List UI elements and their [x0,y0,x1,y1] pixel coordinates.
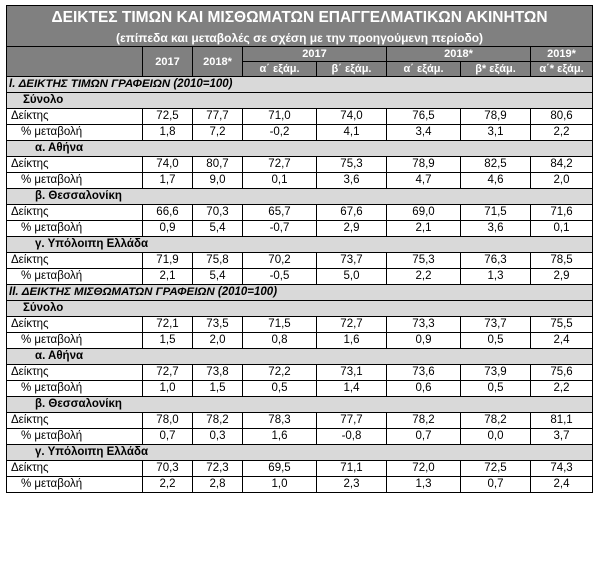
value-cell: 9,0 [193,173,243,189]
value-cell: 2,2 [143,477,193,493]
value-cell: 73,7 [461,317,531,333]
value-cell: 74,0 [143,157,193,173]
header-2018-h2: β* εξάμ. [461,62,531,77]
row-label: % μεταβολή [7,173,143,189]
value-cell: 73,8 [193,365,243,381]
value-cell: 1,8 [143,125,193,141]
index-row [7,317,593,333]
value-cell: 65,7 [243,205,317,221]
value-cell: 3,6 [317,173,387,189]
table-subtitle: (επίπεδα και μεταβολές σε σχέση με την προηγούμενη περίοδο) [7,30,593,47]
value-cell: 4,1 [317,125,387,141]
value-cell: 3,6 [461,221,531,237]
group-header-row [7,445,593,461]
row-label: % μεταβολή [7,221,143,237]
value-cell: 74,0 [317,109,387,125]
value-cell: 76,3 [461,253,531,269]
value-cell: 0,9 [387,333,461,349]
group-title: Σύνολο [7,93,593,109]
value-cell: 2,2 [387,269,461,285]
value-cell: 80,6 [531,109,593,125]
header-year-2017: 2017 [143,47,193,77]
value-cell: 80,7 [193,157,243,173]
table-subtitle-row [7,30,593,47]
value-cell: 84,2 [531,157,593,173]
value-cell: 72,7 [243,157,317,173]
index-row [7,461,593,477]
group-title: α. Αθήνα [7,141,593,157]
row-label: Δείκτης [7,253,143,269]
value-cell: 5,0 [317,269,387,285]
value-cell: 75,3 [387,253,461,269]
header-2017-h2: β΄ εξάμ. [317,62,387,77]
value-cell: 2,9 [317,221,387,237]
value-cell: 72,5 [461,461,531,477]
group-header-row [7,397,593,413]
value-cell: 1,6 [243,429,317,445]
value-cell: 71,9 [143,253,193,269]
index-row [7,365,593,381]
value-cell: 72,3 [193,461,243,477]
value-cell: 0,3 [193,429,243,445]
value-cell: 0,7 [387,429,461,445]
value-cell: -0,5 [243,269,317,285]
value-cell: 78,2 [387,413,461,429]
value-cell: 2,1 [143,269,193,285]
value-cell: 73,7 [317,253,387,269]
row-label: % μεταβολή [7,477,143,493]
value-cell: 0,7 [461,477,531,493]
value-cell: 5,4 [193,269,243,285]
value-cell: 75,6 [531,365,593,381]
value-cell: 1,0 [243,477,317,493]
change-row [7,269,593,285]
header-year-2018: 2018* [193,47,243,77]
value-cell: 78,9 [387,157,461,173]
value-cell: -0,7 [243,221,317,237]
value-cell: -0,8 [317,429,387,445]
value-cell: 1,5 [143,333,193,349]
section-title: I. ΔΕΙΚΤΗΣ ΤΙΜΩΝ ΓΡΑΦΕΙΩΝ (2010=100) [7,77,593,93]
row-label: Δείκτης [7,205,143,221]
value-cell: 71,5 [243,317,317,333]
group-title: γ. Υπόλοιπη Ελλάδα [7,445,593,461]
value-cell: 69,0 [387,205,461,221]
header-blank-cell [7,47,143,77]
table-title-row [7,6,593,31]
index-row [7,413,593,429]
group-header-row [7,141,593,157]
header-group-2017: 2017 [243,47,387,62]
change-row [7,173,593,189]
value-cell: 72,1 [143,317,193,333]
change-row [7,333,593,349]
header-row-years [7,47,593,62]
value-cell: 3,7 [531,429,593,445]
value-cell: 1,4 [317,381,387,397]
group-header-row [7,237,593,253]
row-label: Δείκτης [7,109,143,125]
value-cell: 81,1 [531,413,593,429]
table-title: ΔΕΙΚΤΕΣ ΤΙΜΩΝ ΚΑΙ ΜΙΣΘΩΜΑΤΩΝ ΕΠΑΓΓΕΛΜΑΤΙΚΩΝ ΑΚΙΝΗΤΩΝ [7,6,593,31]
value-cell: 71,5 [461,205,531,221]
section-header-row [7,77,593,93]
value-cell: 5,4 [193,221,243,237]
value-cell: 3,4 [387,125,461,141]
row-label: % μεταβολή [7,333,143,349]
value-cell: 0,7 [143,429,193,445]
value-cell: 70,3 [143,461,193,477]
value-cell: 74,3 [531,461,593,477]
value-cell: 69,5 [243,461,317,477]
row-label: % μεταβολή [7,429,143,445]
value-cell: 82,5 [461,157,531,173]
header-group-2018: 2018* [387,47,531,62]
value-cell: 0,1 [243,173,317,189]
value-cell: 2,2 [531,125,593,141]
header-group-2019: 2019* [531,47,593,62]
value-cell: 78,9 [461,109,531,125]
value-cell: 73,9 [461,365,531,381]
value-cell: 72,2 [243,365,317,381]
value-cell: 70,3 [193,205,243,221]
price-rent-index-table-container [6,5,592,493]
value-cell: 73,1 [317,365,387,381]
value-cell: 77,7 [317,413,387,429]
value-cell: 67,6 [317,205,387,221]
header-2019-h1: α΄* εξάμ. [531,62,593,77]
row-label: Δείκτης [7,413,143,429]
value-cell: 2,2 [531,381,593,397]
section-title: II. ΔΕΙΚΤΗΣ ΜΙΣΘΩΜΑΤΩΝ ΓΡΑΦΕΙΩΝ (2010=100) [7,285,593,301]
value-cell: 4,7 [387,173,461,189]
value-cell: 71,1 [317,461,387,477]
change-row [7,125,593,141]
row-label: Δείκτης [7,157,143,173]
value-cell: 1,6 [317,333,387,349]
value-cell: 70,2 [243,253,317,269]
value-cell: 1,5 [193,381,243,397]
header-2017-h1: α΄ εξάμ. [243,62,317,77]
value-cell: 0,1 [531,221,593,237]
value-cell: 2,1 [387,221,461,237]
value-cell: -0,2 [243,125,317,141]
value-cell: 0,5 [461,381,531,397]
value-cell: 66,6 [143,205,193,221]
value-cell: 72,7 [317,317,387,333]
value-cell: 2,0 [531,173,593,189]
header-2018-h1: α΄ εξάμ. [387,62,461,77]
group-header-row [7,301,593,317]
value-cell: 0,8 [243,333,317,349]
value-cell: 2,9 [531,269,593,285]
value-cell: 4,6 [461,173,531,189]
group-header-row [7,93,593,109]
value-cell: 78,2 [461,413,531,429]
index-row [7,109,593,125]
group-header-row [7,189,593,205]
group-header-row [7,349,593,365]
value-cell: 0,9 [143,221,193,237]
value-cell: 73,3 [387,317,461,333]
price-rent-index-table [6,5,593,493]
value-cell: 77,7 [193,109,243,125]
change-row [7,429,593,445]
row-label: % μεταβολή [7,125,143,141]
row-label: Δείκτης [7,461,143,477]
row-label: % μεταβολή [7,381,143,397]
value-cell: 1,0 [143,381,193,397]
value-cell: 2,4 [531,333,593,349]
value-cell: 78,0 [143,413,193,429]
index-row [7,205,593,221]
value-cell: 73,5 [193,317,243,333]
change-row [7,477,593,493]
value-cell: 73,6 [387,365,461,381]
value-cell: 3,1 [461,125,531,141]
section-header-row [7,285,593,301]
value-cell: 76,5 [387,109,461,125]
change-row [7,381,593,397]
value-cell: 0,5 [461,333,531,349]
value-cell: 72,7 [143,365,193,381]
group-title: β. Θεσσαλονίκη [7,189,593,205]
group-title: α. Αθήνα [7,349,593,365]
value-cell: 2,0 [193,333,243,349]
change-row [7,221,593,237]
value-cell: 71,6 [531,205,593,221]
value-cell: 72,0 [387,461,461,477]
value-cell: 0,0 [461,429,531,445]
value-cell: 1,7 [143,173,193,189]
value-cell: 78,3 [243,413,317,429]
index-row [7,157,593,173]
value-cell: 75,5 [531,317,593,333]
row-label: % μεταβολή [7,269,143,285]
row-label: Δείκτης [7,365,143,381]
value-cell: 1,3 [387,477,461,493]
value-cell: 2,3 [317,477,387,493]
value-cell: 0,6 [387,381,461,397]
index-row [7,253,593,269]
value-cell: 2,8 [193,477,243,493]
row-label: Δείκτης [7,317,143,333]
value-cell: 1,3 [461,269,531,285]
value-cell: 75,8 [193,253,243,269]
value-cell: 7,2 [193,125,243,141]
value-cell: 72,5 [143,109,193,125]
value-cell: 78,5 [531,253,593,269]
value-cell: 71,0 [243,109,317,125]
value-cell: 78,2 [193,413,243,429]
value-cell: 75,3 [317,157,387,173]
group-title: β. Θεσσαλονίκη [7,397,593,413]
value-cell: 0,5 [243,381,317,397]
group-title: γ. Υπόλοιπη Ελλάδα [7,237,593,253]
value-cell: 2,4 [531,477,593,493]
group-title: Σύνολο [7,301,593,317]
